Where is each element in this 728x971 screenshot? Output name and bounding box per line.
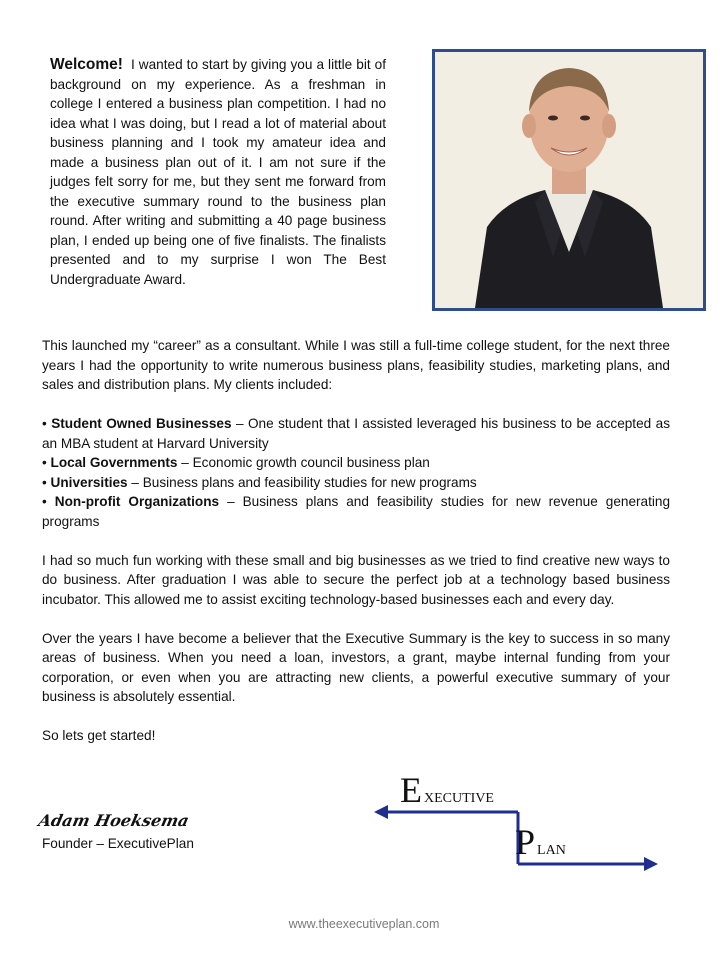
body-text: [42, 336, 670, 765]
client-list: [42, 414, 670, 531]
logo-graphic: [372, 762, 662, 882]
client-name: Student Owned Businesses: [51, 416, 232, 431]
client-item: [42, 414, 670, 453]
client-item: [42, 492, 670, 531]
client-description: – One student that I assisted leveraged his business to be accepted as an MBA student at Harvard University: [42, 416, 670, 451]
logo-plan: PLAN: [515, 822, 566, 862]
client-description: – Economic growth council business plan: [177, 455, 430, 470]
signature-graphic: [36, 806, 191, 834]
client-name: Universities: [50, 474, 128, 490]
client-item: [42, 453, 670, 473]
logo-executive: EXECUTIVE: [400, 770, 494, 810]
client-description: – Business plans and feasibility studies for new revenue generating programs: [42, 494, 671, 529]
intro-paragraph: [50, 55, 386, 289]
client-description: – Business plans and feasibility studies for new programs: [127, 474, 477, 490]
executive-plan-logo: [372, 762, 662, 882]
client-name: Non-profit Organizations: [54, 494, 220, 509]
portrait-illustration: [435, 52, 703, 308]
logo-arrowhead-left: [374, 805, 388, 819]
intro-text: I wanted to start by giving you a little bit of background on my experience. As a freshman in college I entered a business plan competition. I had no idea what I was doing, but I read a lot of material about business planning and I took my amateur idea and made a business plan out of it. I am not sure if the judges felt sorry for me, but they sent me forward from the executive summary round to the business plan round. After writing and submitting a 40 page business plan, I ended up being one of five finalists. The finalists presented and to my surprise I won The Best Undergraduate Award.: [50, 57, 387, 287]
bullet: •: [42, 494, 47, 509]
signature: [36, 806, 191, 839]
author-photo: [432, 49, 706, 311]
bullet: •: [42, 474, 47, 490]
client-name: Local Governments: [50, 455, 178, 470]
bullet: •: [42, 455, 47, 470]
bullet: •: [42, 416, 47, 431]
founder-line: Founder – ExecutivePlan: [42, 836, 194, 851]
welcome-heading: Welcome!: [50, 56, 123, 73]
paragraph-fun: I had so much fun working with these small and big businesses as we tried to find creative new ways to do business. After graduation I was able to secure the perfect job at a technology based business incubator. This allowed me to assist exciting technology-based businesses each and every day.: [42, 552, 670, 607]
client-item: [42, 473, 670, 493]
logo-arrowhead-right: [644, 857, 658, 871]
signature-text: Adam Hoeksema: [36, 811, 191, 830]
closing-line: So lets get started!: [42, 728, 156, 743]
paragraph-executive-summary: Over the years I have become a believer that the Executive Summary is the key to success in so many areas of business. When you need a loan, investors, a grant, maybe internal funding from your corporation, or even when you are attracting new clients, a powerful executive summary of your business is absolutely essential.: [42, 630, 670, 704]
footer-url: www.theexecutiveplan.com: [288, 917, 440, 931]
paragraph-career: This launched my “career” as a consultant. While I was still a full-time college student, for the next three years I had the opportunity to write numerous business plans, feasibility studies, marketing plans, and sales and distribution plans. My clients included:: [42, 338, 670, 392]
